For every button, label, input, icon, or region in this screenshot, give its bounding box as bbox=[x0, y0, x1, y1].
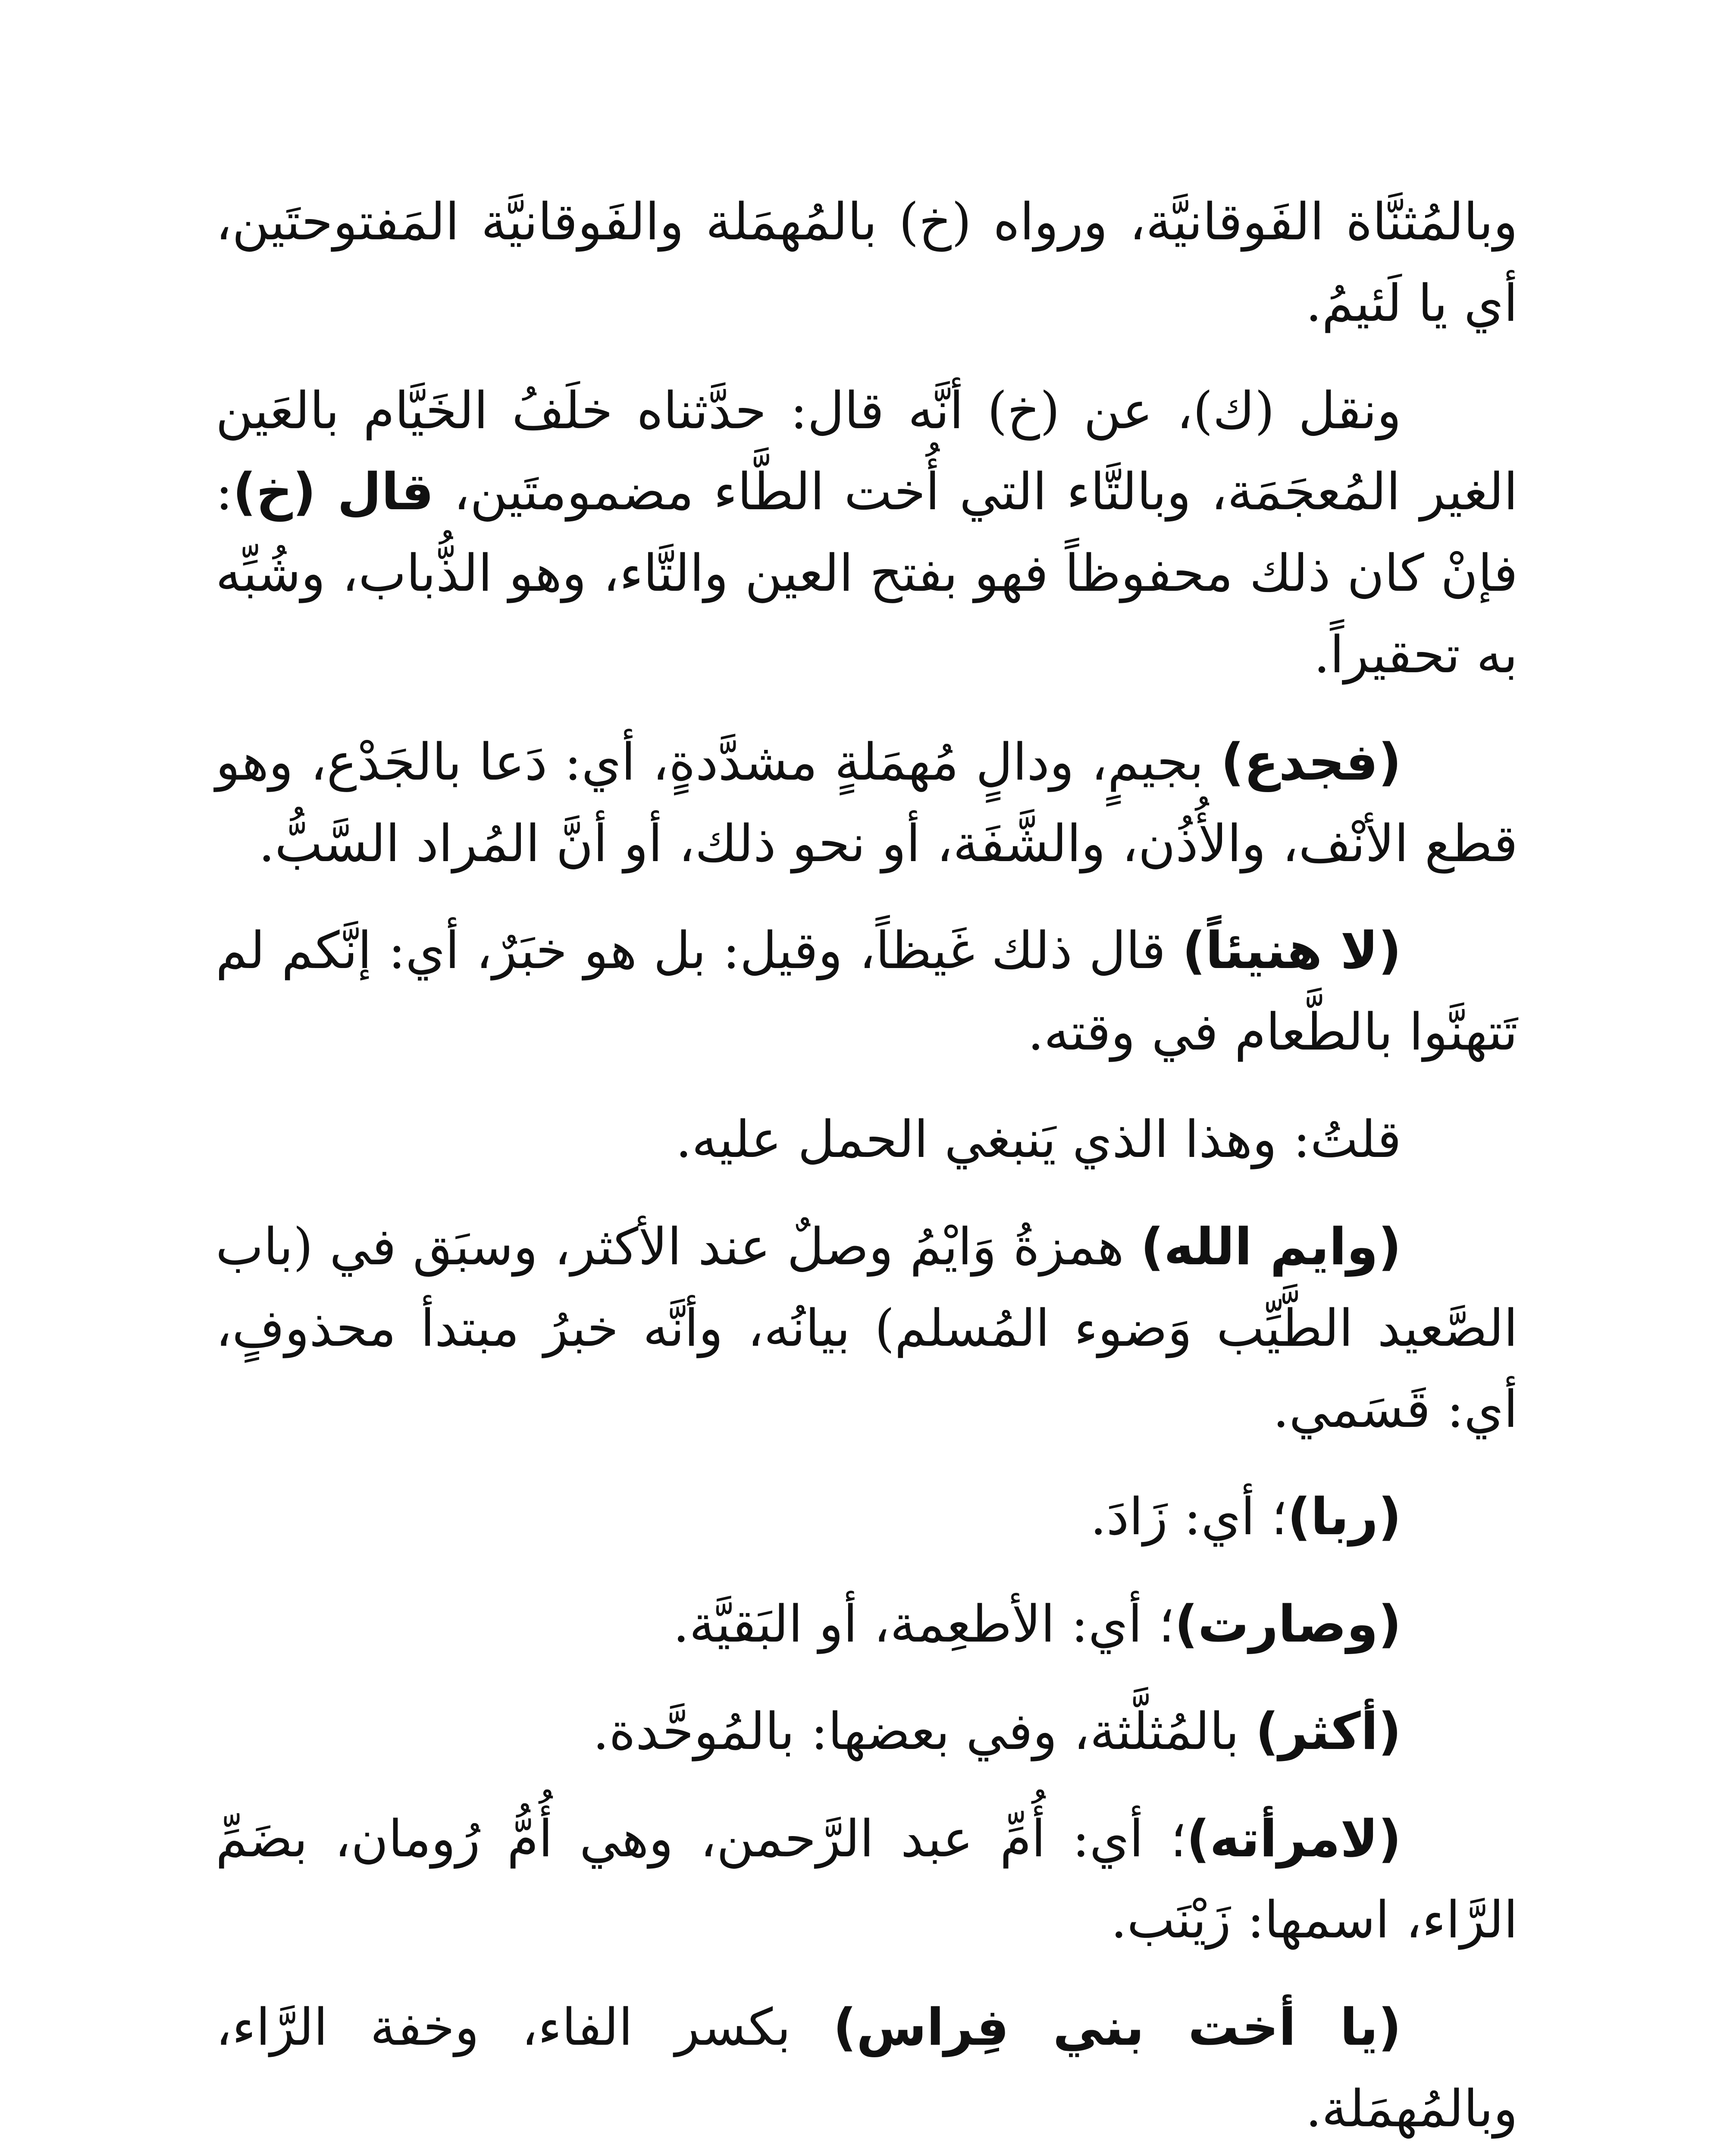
paragraph bbox=[216, 1206, 1518, 1450]
paragraph-text: قال ذلك غَيظاً، وقيل: بل هو خبَرٌ، أي: إنَّكم لم تَتهنَّوا بالطَّعام في وقته. bbox=[216, 921, 1518, 1062]
lemma-heading: (لامرأته) bbox=[1186, 1808, 1401, 1868]
paragraph-text: وبالمُثنَّاة الفَوقانيَّة، ورواه (خ) بالمُهمَلة والفَوقانيَّة المَفتوحتَين، أي يا لَئيمُ. bbox=[216, 192, 1518, 333]
lemma-heading: (أكثر) bbox=[1255, 1701, 1401, 1761]
paragraph bbox=[216, 1798, 1518, 1961]
paragraph-text: قلتُ: وهذا الذي يَنبغي الحمل عليه. bbox=[675, 1109, 1401, 1169]
lemma-heading: (يا أخت بني فِراس) bbox=[833, 1997, 1401, 2057]
paragraph-text: ؛ أي: زَادَ. bbox=[1090, 1487, 1288, 1547]
paragraph bbox=[216, 370, 1518, 696]
paragraph bbox=[216, 1691, 1518, 1772]
main-text bbox=[216, 181, 1518, 2156]
paragraph bbox=[216, 1476, 1518, 1557]
paragraph bbox=[216, 1099, 1518, 1180]
paragraph-text: ؛ أي: أُمِّ عبد الرَّحمن، وهي أُمُّ رُومان، بضَمِّ الرَّاء، اسمها: زَيْنَب. bbox=[216, 1808, 1518, 1950]
lemma-heading: (لا هنيئاً) bbox=[1182, 921, 1401, 981]
paragraph bbox=[216, 721, 1518, 884]
lemma-heading: (وايم الله) bbox=[1141, 1216, 1401, 1276]
paragraph bbox=[216, 181, 1518, 344]
paragraph-text: بجيمٍ، ودالٍ مُهمَلةٍ مشدَّدةٍ، أي: دَعا بالجَدْع، وهو قطع الأنْف، والأُذُن، والشَّفَة، أو نحو ذلك، أو أنَّ المُراد السَّبُّ. bbox=[216, 732, 1518, 873]
lemma-heading: (وصارت) bbox=[1174, 1594, 1401, 1654]
paragraph-text: ؛ أي: الأطعِمة، أو البَقيَّة. bbox=[673, 1594, 1175, 1654]
paragraph-text: همزةُ وَايْمُ وصلٌ عند الأكثر، وسبَق في (باب الصَّعيد الطَّيِّب وَضوء المُسلم) بيانُه، وأنَّه خبرُ مبتدأ محذوفٍ، أي: قَسَمي. bbox=[216, 1216, 1518, 1439]
lemma-heading: (ربا) bbox=[1287, 1487, 1401, 1547]
paragraph bbox=[216, 1987, 1518, 2150]
paragraph-text: : فإنْ كان ذلك محفوظاً فهو بفتح العين والتَّاء، وهو الذُّباب، وشُبِّه به تحقيراً. bbox=[216, 462, 1518, 684]
source-label: قال (خ) bbox=[232, 462, 434, 522]
paragraph bbox=[216, 1583, 1518, 1665]
paragraph bbox=[216, 910, 1518, 1073]
paragraph-text: بالمُثلَّثة، وفي بعضها: بالمُوحَّدة. bbox=[592, 1701, 1256, 1761]
paragraph-text: بكسر الفاء، وخفة الرَّاء، وبالمُهمَلة. bbox=[216, 1997, 1518, 2138]
paragraph-text: ونقل (ك)، عن (خ) أنَّه قال: حدَّثناه خلَفُ الخَيَّام بالعَين الغير المُعجَمَة، وبالتَّاء التي أُخت الطَّاء مضمومتَين، bbox=[216, 380, 1518, 522]
lemma-heading: (فجدع) bbox=[1221, 732, 1401, 792]
